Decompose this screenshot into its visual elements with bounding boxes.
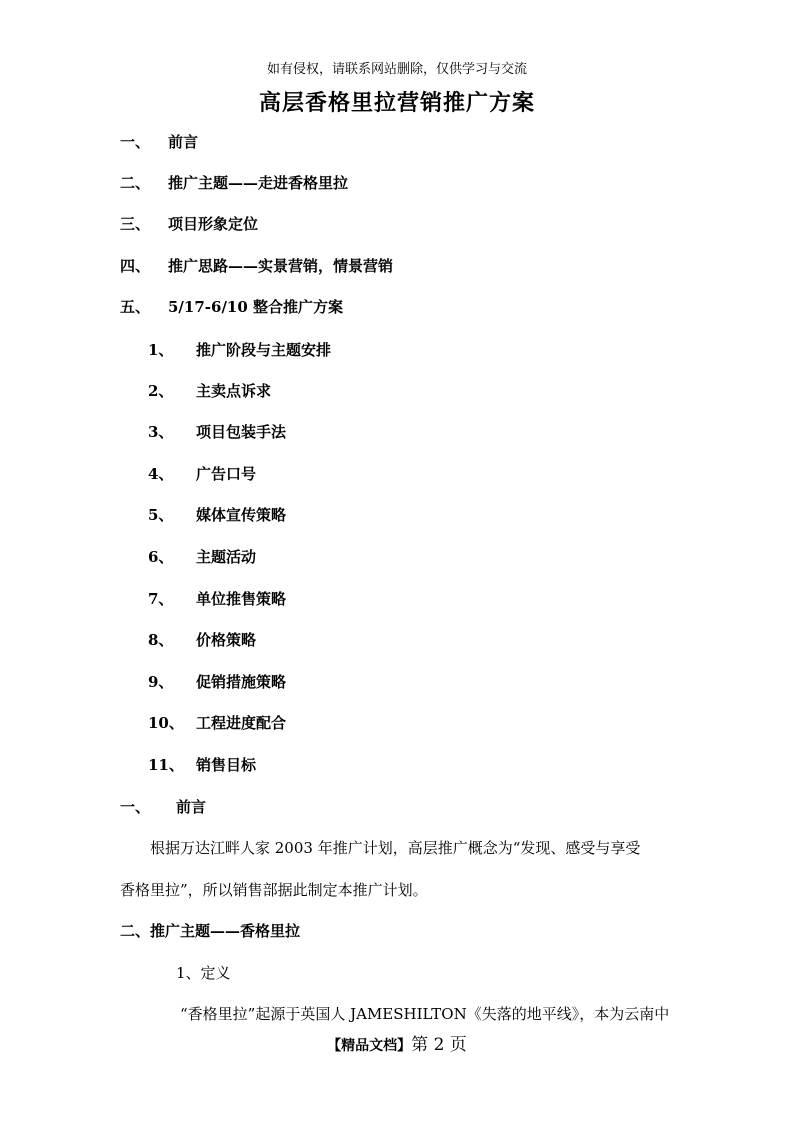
toc-number: 11、 — [148, 756, 184, 774]
toc-text: 项目包装手法 — [196, 423, 287, 441]
toc-number: 9、 — [148, 673, 174, 691]
section-title: 前言 — [176, 798, 207, 816]
toc-text: 工程进度配合 — [196, 714, 287, 732]
section-1-paragraph-line-2: 香格里拉”，所以销售部据此制定本推广计划。 — [120, 881, 428, 899]
toc-text: 主题活动 — [196, 548, 257, 566]
toc-text: 广告口号 — [196, 465, 257, 483]
section-number: 一、 — [120, 798, 151, 816]
toc-number: 5、 — [148, 506, 174, 524]
toc-text: 主卖点诉求 — [196, 382, 272, 400]
toc-number: 10、 — [148, 714, 184, 732]
toc-text: 促销措施策略 — [196, 673, 287, 691]
toc-text: 单位推售策略 — [196, 590, 287, 608]
toc-number: 6、 — [148, 548, 174, 566]
toc-text: 推广主题——走进香格里拉 — [168, 174, 349, 192]
toc-number: 二、 — [120, 174, 151, 192]
toc-number: 8、 — [148, 631, 174, 649]
section-1-paragraph-line-1: 根据万达江畔人家 2003 年推广计划，高层推广概念为“发现、感受与享受 — [150, 839, 641, 857]
toc-text: 销售目标 — [196, 756, 257, 774]
page-number: 2 — [433, 1035, 445, 1055]
toc-number: 五、 — [120, 298, 151, 316]
toc-number: 4、 — [148, 465, 174, 483]
toc-number: 1、 — [148, 341, 174, 359]
toc-text: 前言 — [168, 133, 199, 151]
toc-number: 3、 — [148, 423, 174, 441]
section-2-heading: 二、推广主题——香格里拉 — [120, 922, 301, 940]
page-label-prefix: 第 — [411, 1035, 434, 1055]
page-footer — [0, 1030, 794, 1055]
copyright-note: 如有侵权，请联系网站删除，仅供学习与交流 — [266, 62, 527, 77]
toc-text: 价格策略 — [196, 631, 257, 649]
document-title: 高层香格里拉营销推广方案 — [258, 90, 535, 116]
toc-text: 5/17-6/10 整合推广方案 — [168, 298, 344, 316]
toc-text: 推广思路——实景营销，情景营销 — [168, 257, 394, 275]
toc-text: 媒体宣传策略 — [196, 506, 287, 524]
section-2-paragraph-line-1: “香格里拉”起源于英国人 JAMESHILTON《失落的地平线》，本为云南中 — [180, 1005, 670, 1023]
footer-tag: 【精品文档】 — [327, 1038, 412, 1054]
toc-number: 2、 — [148, 382, 174, 400]
section-2-subheading: 1、定义 — [176, 964, 231, 982]
toc-number: 四、 — [120, 257, 151, 275]
toc-number: 7、 — [148, 590, 174, 608]
toc-number: 三、 — [120, 215, 151, 233]
toc-text: 推广阶段与主题安排 — [196, 341, 332, 359]
page-label-suffix: 页 — [444, 1035, 467, 1055]
toc-text: 项目形象定位 — [168, 215, 259, 233]
section-1-heading — [120, 796, 207, 817]
toc-number: 一、 — [120, 133, 151, 151]
